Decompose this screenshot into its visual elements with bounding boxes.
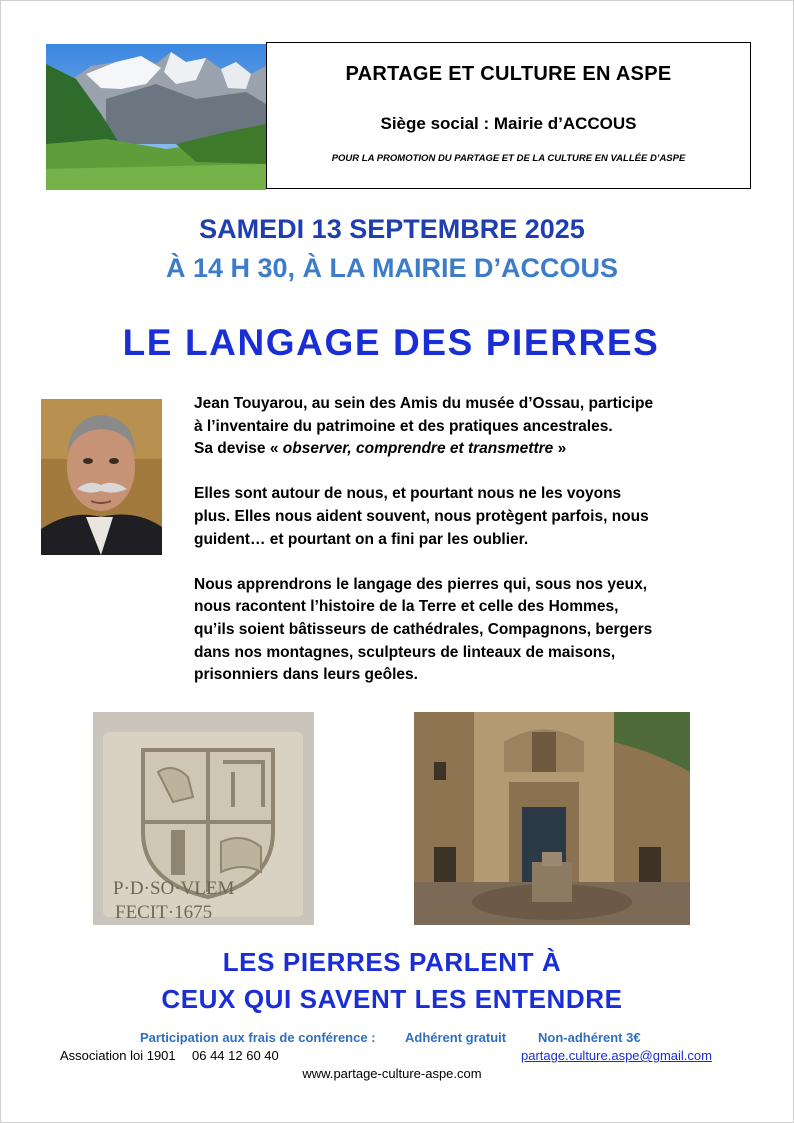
body-line: Nous apprendrons le langage des pierres qui, sous nos yeux, [194, 575, 648, 593]
association-status: Association loi 1901 [60, 1048, 176, 1063]
carved-stone-photo [93, 712, 314, 925]
intro-paragraph [194, 483, 754, 551]
phone-number: 06 44 12 60 40 [192, 1048, 279, 1063]
website-url[interactable]: www.partage-culture-aspe.com [302, 1066, 482, 1081]
fee-label: Participation aux frais de conférence : [140, 1030, 376, 1045]
topic-paragraph [194, 574, 754, 687]
motto: observer, comprendre et transmettre [282, 440, 554, 458]
organization-name: PARTAGE ET CULTURE EN ASPE [345, 63, 672, 85]
body-line: dans nos montagnes, sculpteurs de linteaux de maisons, [194, 643, 616, 661]
inscription-line: FECIT·1675 [115, 902, 213, 923]
body-line: qu’ils soient bâtisseurs de cathédrales, Compagnons, bergers [194, 620, 653, 638]
church-square-photo [414, 712, 690, 925]
body-line: guident… et pourtant on a fini par les oublier. [194, 530, 529, 548]
email-link[interactable]: partage.culture.aspe@gmail.com [521, 1048, 712, 1063]
tagline: POUR LA PROMOTION DU PARTAGE ET DE LA CULTURE EN VALLÉE D’ASPE [331, 153, 686, 164]
body-line: à l’inventaire du patrimoine et des pratiques ancestrales. [194, 417, 613, 435]
event-time-place: À 14 H 30, À LA MAIRIE D’ACCOUS [165, 253, 619, 283]
body-line: Jean Touyarou, au sein des Amis du musée d’Ossau, participe [194, 395, 654, 412]
head-office: Siège social : Mairie d’ACCOUS [380, 114, 637, 133]
event-description [194, 393, 754, 709]
body-line: nous racontent l’histoire de la Terre et celle des Hommes, [194, 598, 619, 616]
event-date: SAMEDI 13 SEPTEMBRE 2025 [199, 214, 585, 244]
speaker-portrait [41, 399, 162, 555]
slogan-line-1: LES PIERRES PARLENT À [222, 947, 562, 977]
slogan-line-2: CEUX QUI SAVENT LES ENTENDRE [161, 984, 623, 1014]
inscription-line: P·D·SO·VLEM [113, 878, 235, 899]
member-fee: Adhérent gratuit [405, 1030, 507, 1045]
speaker-paragraph [194, 393, 754, 461]
body-line: prisonniers dans leurs geôles. [194, 666, 418, 684]
body-line: » [553, 440, 567, 458]
body-line: Elles sont autour de nous, et pourtant nous ne les voyons [194, 485, 622, 503]
non-member-fee: Non-adhérent 3€ [538, 1030, 641, 1045]
mountain-photo [46, 44, 266, 190]
body-line: plus. Elles nous aident souvent, nous protègent parfois, nous [194, 507, 649, 525]
event-title: LE LANGAGE DES PIERRES [122, 322, 660, 363]
header-box [266, 42, 751, 189]
body-line: Sa devise « [194, 440, 283, 458]
